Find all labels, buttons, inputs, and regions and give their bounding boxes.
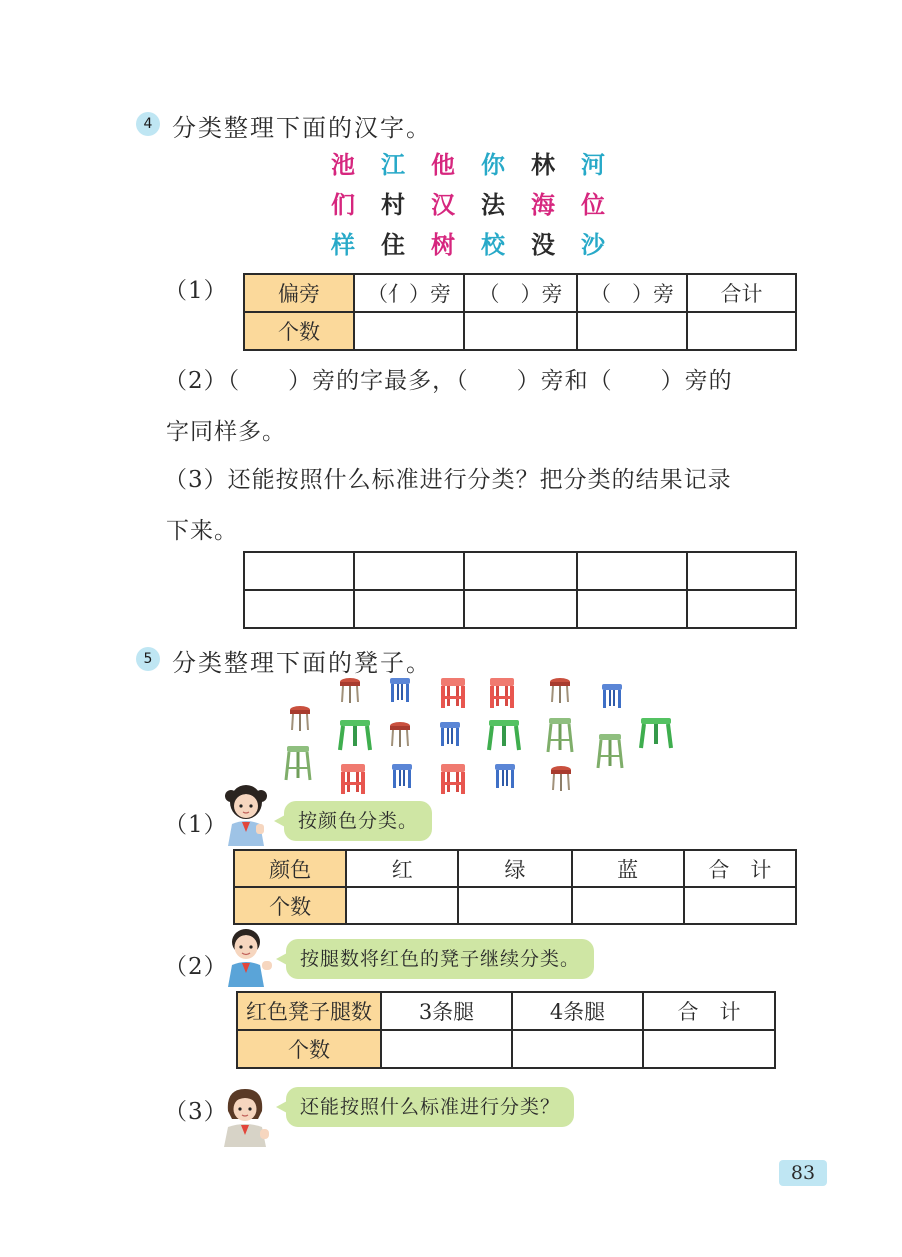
table-header-cell: 红色凳子腿数 bbox=[237, 992, 381, 1030]
answer-cell[interactable] bbox=[354, 312, 464, 350]
chinese-character: 们 bbox=[331, 191, 355, 219]
question-text: （3）还能按照什么标准进行分类？把分类的结果记录 bbox=[164, 467, 732, 493]
stools-illustration bbox=[280, 672, 690, 802]
part-label: （2） bbox=[164, 954, 228, 980]
answer-cell[interactable] bbox=[346, 887, 458, 924]
answer-cell[interactable] bbox=[464, 312, 577, 350]
chinese-character: 池 bbox=[331, 151, 355, 179]
girl-avatar bbox=[220, 782, 272, 846]
page-number: 83 bbox=[779, 1160, 827, 1186]
table-header-cell: 红 bbox=[346, 850, 458, 887]
chinese-character: 江 bbox=[381, 151, 405, 179]
answer-cell[interactable] bbox=[244, 590, 354, 628]
table-header-cell: （ ）旁 bbox=[577, 274, 687, 312]
table-header-cell: 蓝 bbox=[572, 850, 684, 887]
chinese-character: 法 bbox=[481, 191, 505, 219]
girl-avatar bbox=[218, 1085, 272, 1147]
boy-avatar bbox=[220, 925, 276, 987]
question-number-badge: 5 bbox=[136, 647, 160, 671]
chinese-character: 住 bbox=[381, 231, 405, 259]
answer-cell[interactable] bbox=[512, 1030, 643, 1068]
answer-cell[interactable] bbox=[464, 552, 577, 590]
question-title: 分类整理下面的汉字。 bbox=[172, 114, 432, 142]
answer-cell[interactable] bbox=[572, 887, 684, 924]
answer-cell[interactable] bbox=[684, 887, 796, 924]
answer-cell[interactable] bbox=[244, 552, 354, 590]
question-text: 字同样多。 bbox=[166, 419, 286, 445]
chinese-character: 位 bbox=[581, 191, 605, 219]
part-label: （1） bbox=[164, 278, 228, 304]
character-row bbox=[318, 225, 618, 265]
table-header-cell: 合 计 bbox=[684, 850, 796, 887]
chinese-character: 他 bbox=[431, 151, 455, 179]
answer-cell[interactable] bbox=[458, 887, 571, 924]
answer-cell[interactable] bbox=[381, 1030, 512, 1068]
table-header-cell: 3条腿 bbox=[381, 992, 512, 1030]
table-header-cell: 合 计 bbox=[643, 992, 775, 1030]
chinese-character: 村 bbox=[381, 191, 405, 219]
part-label: （1） bbox=[164, 812, 228, 838]
answer-cell[interactable] bbox=[687, 590, 796, 628]
chinese-character: 沙 bbox=[581, 231, 605, 259]
question-text: 下来。 bbox=[166, 518, 238, 544]
answer-cell[interactable] bbox=[687, 552, 796, 590]
chinese-character: 汉 bbox=[431, 191, 455, 219]
chinese-character: 林 bbox=[531, 151, 555, 179]
color-count-table bbox=[233, 849, 797, 925]
character-row bbox=[318, 185, 618, 225]
question-text: （2）（ ）旁的字最多，（ ）旁和（ ）旁的 bbox=[164, 368, 733, 394]
table-header-cell: （亻）旁 bbox=[354, 274, 464, 312]
chinese-character: 样 bbox=[331, 231, 355, 259]
answer-cell[interactable] bbox=[687, 312, 796, 350]
table-header-cell: 颜色 bbox=[234, 850, 346, 887]
answer-cell[interactable] bbox=[577, 590, 687, 628]
answer-cell[interactable] bbox=[354, 590, 464, 628]
radical-count-table bbox=[243, 273, 797, 351]
answer-cell[interactable] bbox=[354, 552, 464, 590]
red-stool-legs-table bbox=[236, 991, 776, 1069]
table-header-cell: 4条腿 bbox=[512, 992, 643, 1030]
chinese-character: 校 bbox=[481, 231, 505, 259]
custom-classification-table bbox=[243, 551, 797, 629]
question-number-badge: 4 bbox=[136, 112, 160, 136]
table-header-cell: 绿 bbox=[458, 850, 571, 887]
table-row-label: 个数 bbox=[237, 1030, 381, 1068]
table-header-cell: 合计 bbox=[687, 274, 796, 312]
answer-cell[interactable] bbox=[464, 590, 577, 628]
character-row bbox=[318, 145, 618, 185]
answer-cell[interactable] bbox=[577, 312, 687, 350]
part-label: （3） bbox=[164, 1099, 228, 1125]
table-header-cell: 偏旁 bbox=[244, 274, 354, 312]
speech-bubble: 还能按照什么标准进行分类？ bbox=[286, 1087, 574, 1127]
chinese-character: 河 bbox=[581, 151, 605, 179]
question-title: 分类整理下面的凳子。 bbox=[172, 649, 432, 677]
chinese-character: 海 bbox=[531, 191, 555, 219]
chinese-character: 你 bbox=[481, 151, 505, 179]
speech-bubble: 按腿数将红色的凳子继续分类。 bbox=[286, 939, 594, 979]
table-row-label: 个数 bbox=[234, 887, 346, 924]
answer-cell[interactable] bbox=[577, 552, 687, 590]
answer-cell[interactable] bbox=[643, 1030, 775, 1068]
chinese-character: 树 bbox=[431, 231, 455, 259]
table-header-cell: （ ）旁 bbox=[464, 274, 577, 312]
table-row-label: 个数 bbox=[244, 312, 354, 350]
speech-bubble: 按颜色分类。 bbox=[284, 801, 432, 841]
chinese-character: 没 bbox=[531, 231, 555, 259]
chinese-characters-grid bbox=[318, 145, 618, 265]
